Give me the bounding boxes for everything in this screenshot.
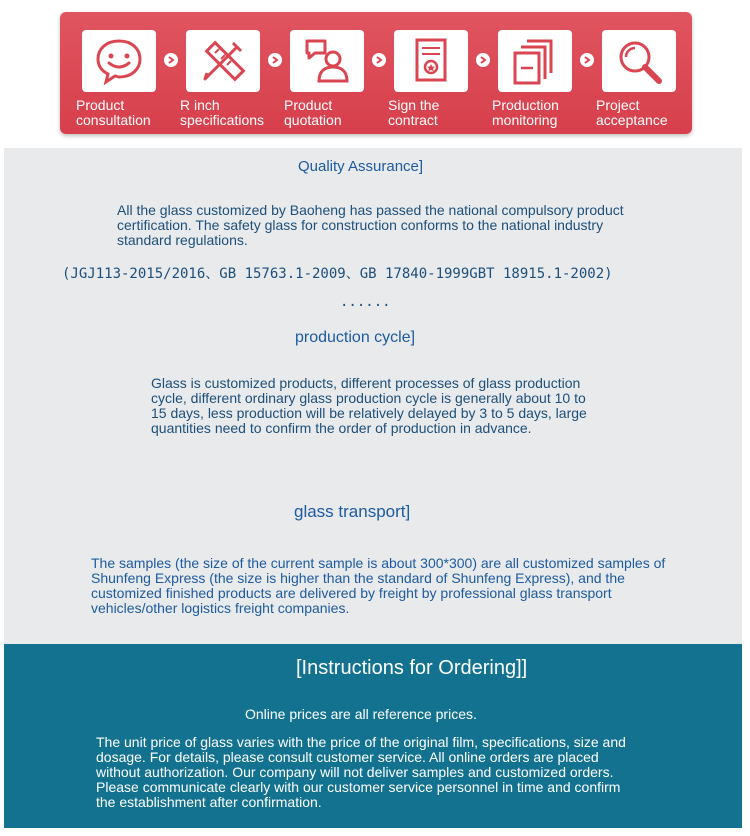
production-text: Glass is customized products, different processes of glass production cycle, different ordinary glass production cycle is generally about 10 to 15 days, less production will be relatively delayed by 3 to 5 days, large quantities need to confirm the order of production in advance. xyxy=(151,375,587,436)
chevron-right-icon xyxy=(476,53,490,67)
step-box xyxy=(394,30,468,92)
step-project-acceptance xyxy=(596,30,680,128)
ordering-text: The unit price of glass varies with the price of the original film, specifications, size and dosage. For details, please consult customer service. All online orders are placed without authorization. Our company will not deliver samples and customized orders. Please communicate clearly with our customer service personnel in time and confirm the establishment after confirmation. xyxy=(96,734,626,810)
step-sign-contract xyxy=(388,30,472,128)
step-label: Project acceptance xyxy=(596,97,668,128)
step-label: Product quotation xyxy=(284,97,342,128)
chevron-right-icon xyxy=(580,53,594,67)
step-box xyxy=(186,30,260,92)
quality-text: All the glass customized by Baoheng has passed the national compulsory product certification. The safety glass for construction conforms to the national industry standard regulations. xyxy=(117,202,624,248)
step-production-monitoring xyxy=(492,30,576,128)
ordering-section xyxy=(4,644,742,828)
person-speech-icon xyxy=(301,35,353,87)
documents-icon xyxy=(509,35,561,87)
step-specifications xyxy=(180,30,265,128)
chevron-right-icon xyxy=(372,53,386,67)
step-box xyxy=(602,30,676,92)
ellipsis-text: ...... xyxy=(340,294,391,310)
step-product-consultation xyxy=(76,30,160,128)
ordering-note: Online prices are all reference prices. xyxy=(245,706,477,722)
quality-title: Quality Assurance] xyxy=(298,158,424,175)
chevron-right-icon xyxy=(164,53,178,67)
transport-title: glass transport] xyxy=(294,502,411,521)
process-banner xyxy=(60,12,692,134)
step-label: Sign the contract xyxy=(388,97,440,128)
standards-text: (JGJ113-2015/2016、GB 15763.1-2009、GB 17840-1999GBT 18915.1-2002) xyxy=(62,266,613,282)
step-box xyxy=(498,30,572,92)
step-product-quotation xyxy=(284,30,368,128)
production-title: production cycle] xyxy=(295,329,416,346)
step-label: R inch specifications xyxy=(180,97,265,128)
chevron-right-icon xyxy=(268,53,282,67)
step-label: Production monitoring xyxy=(492,97,559,128)
step-label: Product consultation xyxy=(76,97,151,128)
chat-smile-icon xyxy=(93,35,145,87)
pencil-ruler-icon xyxy=(197,35,249,87)
ordering-title: [Instructions for Ordering]] xyxy=(296,657,528,679)
magnifier-icon xyxy=(613,35,665,87)
step-box xyxy=(290,30,364,92)
step-box xyxy=(82,30,156,92)
contract-icon xyxy=(405,35,457,87)
transport-text: The samples (the size of the current sample is about 300*300) are all customized samples of Shunfeng Express (the size is higher than the standard of Shunfeng Express), and the customized finished products are delivered by freight by professional glass transport vehicles/other logistics freight companies. xyxy=(91,555,666,616)
info-section xyxy=(4,148,742,644)
